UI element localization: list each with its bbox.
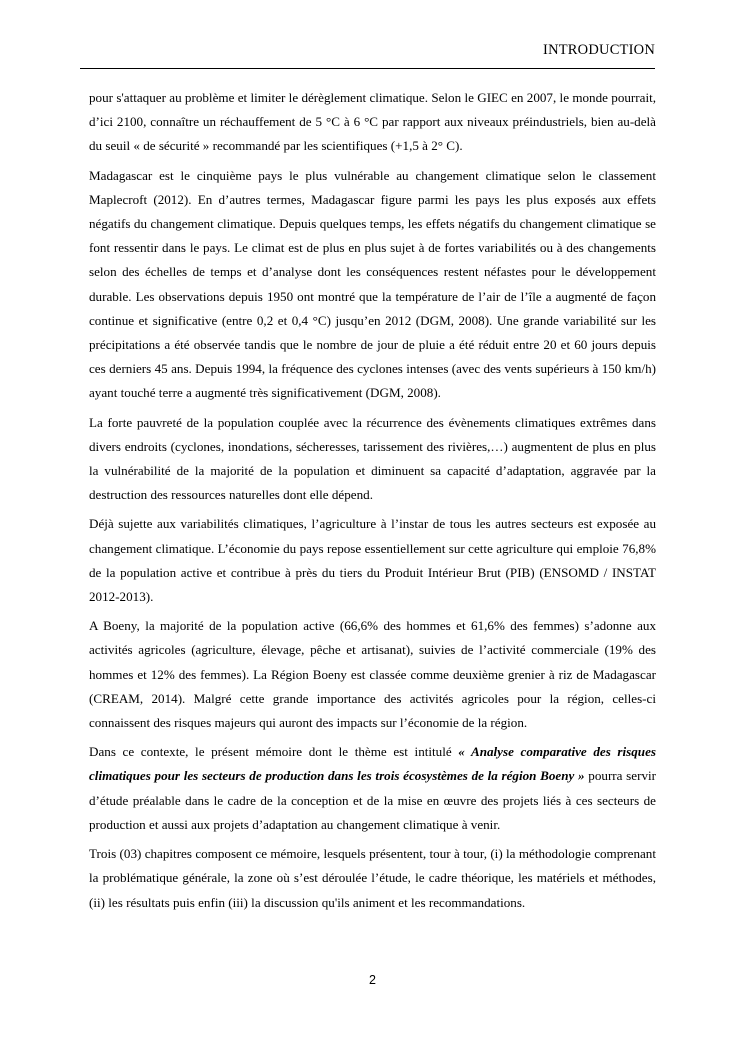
paragraph: Madagascar est le cinquième pays le plus vulnérable au changement climatique selon le classement Maplecroft (2012). En d’autres termes, Madagascar figure parmi les pays les plus exposés aux effets négatifs du changement climatique. Depuis quelques temps, les effets négatifs du changement climatique se font ressentir dans le pays. Le climat est de plus en plus sujet à de fortes variabilités ou à des changements selon des échelles de temps et d’analyse dont les conséquences restent néfastes pour le développement durable. Les observations depuis 1950 ont montré que la température de l’air de l’île a augmenté de façon continue et significative (entre 0,2 et 0,4 °C) jusqu’en 2012 (DGM, 2008). Une grande variabilité sur les précipitations a été observée tandis que le nombre de jour de pluie a été réduit entre 20 et 60 jours depuis ces derniers 45 ans. Depuis 1994, la fréquence des cyclones intenses (avec des vents supérieurs à 150 km/h) ayant touché terre a augmenté très significativement (DGM, 2008). (89, 167, 656, 401)
paragraph: La forte pauvreté de la population couplée avec la récurrence des évènements climatiques extrêmes dans divers endroits (cyclones, inondations, sécheresses, tarissement des rivières,…) augmentent de plus en plus la vulnérabilité de la majorité de la population et diminuent sa capacité d’adaptation, aggravée par la destruction des ressources naturelles dont elle dépend. (89, 414, 656, 503)
thesis-title: « Analyse comparative des risques climatiques pour les secteurs de production dans les trois écosystèmes de la région Boeny » (89, 744, 656, 784)
page-header (80, 38, 655, 69)
document-body (89, 86, 656, 920)
paragraph: Trois (03) chapitres composent ce mémoire, lesquels présentent, tour à tour, (i) la méthodologie comprenant la problématique générale, la zone où s’est déroulée l’étude, le cadre théorique, les matériels et méthodes, (ii) les résultats puis enfin (iii) la discussion qu'ils animent et les recommandations. (89, 846, 656, 910)
paragraph-text: pourra servir d’étude préalable dans le cadre de la conception et de la mise en œuvre des projets liés à ces secteurs de production et aussi aux projets d’adaptation au changement climatique à venir. (89, 768, 656, 832)
section-title: INTRODUCTION (543, 42, 655, 58)
paragraph: pour s'attaquer au problème et limiter le dérèglement climatique. Selon le GIEC en 2007, le monde pourrait, d’ici 2100, connaître un réchauffement de 5 °C à 6 °C par rapport aux niveaux préindustriels, bien au-delà du seuil « de sécurité » recommandé par les scientifiques (+1,5 à 2° C). (89, 90, 656, 154)
paragraph-text: Dans ce contexte, le présent mémoire dont le thème est intitulé (89, 744, 459, 760)
page-number: 2 (369, 973, 376, 987)
paragraph: A Boeny, la majorité de la population active (66,6% des hommes et 61,6% des femmes) s’adonne aux activités agricoles (agriculture, élevage, pêche et artisanat), suivies de l’activité commerciale (19% des hommes et 12% des femmes). La Région Boeny est classée comme deuxième grenier à riz de Madagascar (CREAM, 2014). Malgré cette grande importance des activités agricoles pour la région, celles-ci connaissent des risques majeurs qui auront des impacts sur l’économie de la région. (89, 618, 656, 731)
paragraph: Déjà sujette aux variabilités climatiques, l’agriculture à l’instar de tous les autres secteurs est exposée au changement climatique. L’économie du pays repose essentiellement sur cette agriculture qui emploie 76,8% de la population active et contribue à près du tiers du Produit Intérieur Brut (PIB) (ENSOMD / INSTAT 2012-2013). (89, 516, 656, 605)
paragraph-thesis-title (89, 740, 656, 837)
